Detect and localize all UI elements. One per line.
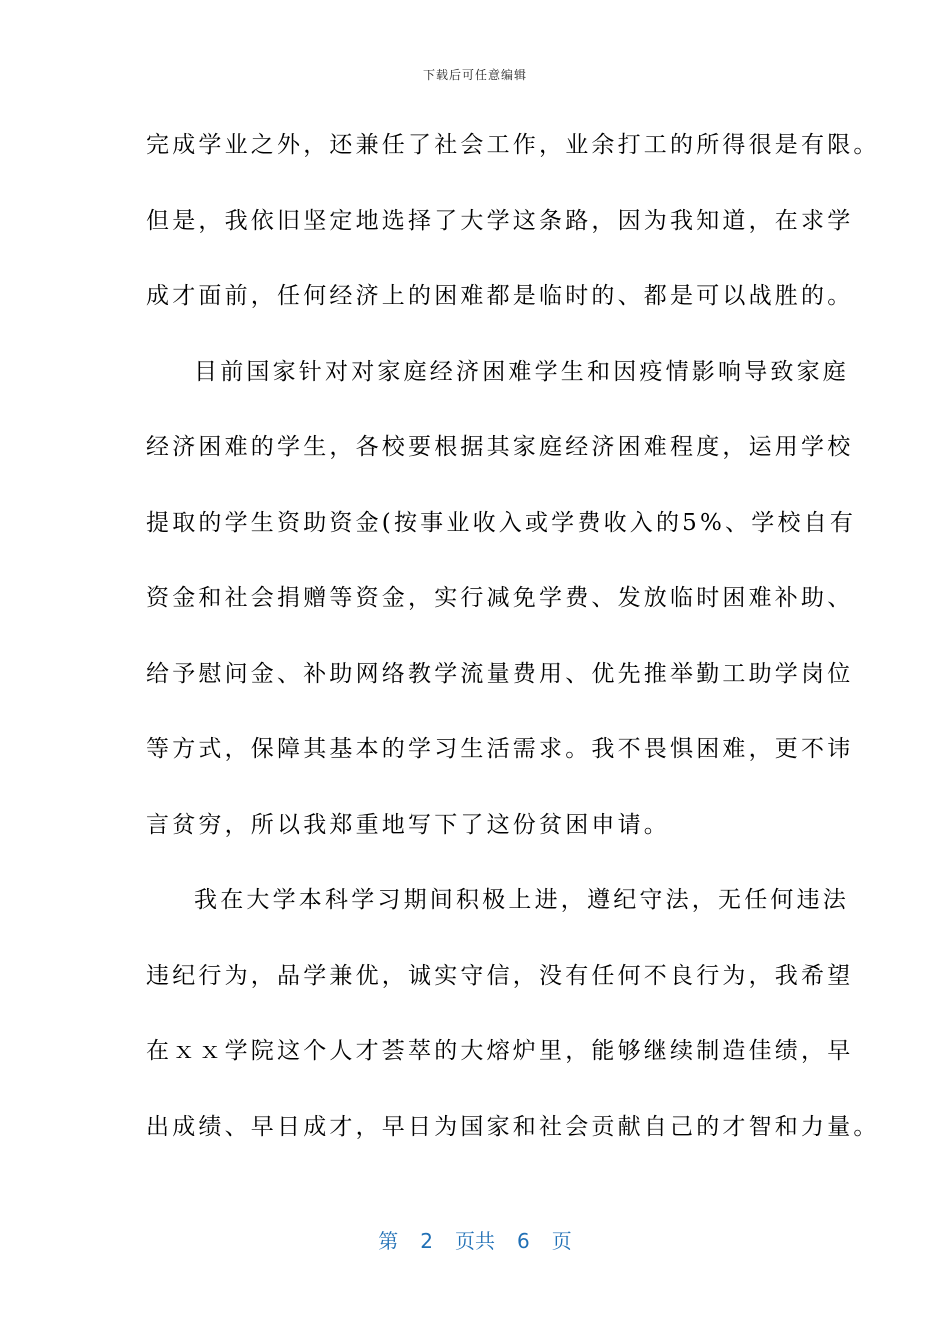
body-line: 在ｘｘ学院这个人才荟萃的大熔炉里，能够继续制造佳绩，早: [146, 1038, 854, 1064]
body-line: 给予慰问金、补助网络教学流量费用、优先推举勤工助学岗位: [146, 660, 854, 687]
body-line: 经济困难的学生，各校要根据其家庭经济困难程度，运用学校: [146, 434, 854, 460]
body-line: 完成学业之外，还兼任了社会工作，业余打工的所得很是有限。: [146, 132, 880, 158]
body-line: 出成绩、早日成才，早日为国家和社会贡献自己的才智和力量。: [146, 1113, 880, 1140]
page-label-middle: 页共: [455, 1229, 495, 1253]
body-line: 提取的学生资助资金(按事业收入或学费收入的5%、学校自有: [146, 509, 857, 536]
body-line: 违纪行为，品学兼优，诚实守信，没有任何不良行为，我希望: [146, 962, 854, 989]
body-line: 我在大学本科学习期间积极上进，遵纪守法，无任何违法: [194, 887, 849, 913]
body-line: 资金和社会捐赠等资金，实行减免学费、发放临时困难补助、: [146, 585, 854, 611]
document-body: [146, 123, 880, 1180]
body-line: 言贫穷，所以我郑重地写下了这份贫困申请。: [146, 811, 670, 838]
current-page-number: 2: [420, 1229, 433, 1253]
body-line: 目前国家针对对家庭经济困难学生和因疫情影响导致家庭: [194, 358, 849, 385]
body-line: 但是，我依旧坚定地选择了大学这条路，因为我知道，在求学: [146, 207, 854, 234]
body-line: 成才面前，任何经济上的困难都是临时的、都是可以战胜的。: [146, 283, 854, 309]
total-pages-number: 6: [517, 1229, 530, 1253]
page-label-suffix: 页: [551, 1229, 572, 1253]
body-line: 等方式，保障其基本的学习生活需求。我不畏惧困难，更不讳: [146, 736, 854, 762]
page-header: 下载后可任意编辑: [422, 68, 527, 82]
page-footer: [0, 1225, 950, 1254]
page-label-prefix: 第: [378, 1229, 399, 1253]
